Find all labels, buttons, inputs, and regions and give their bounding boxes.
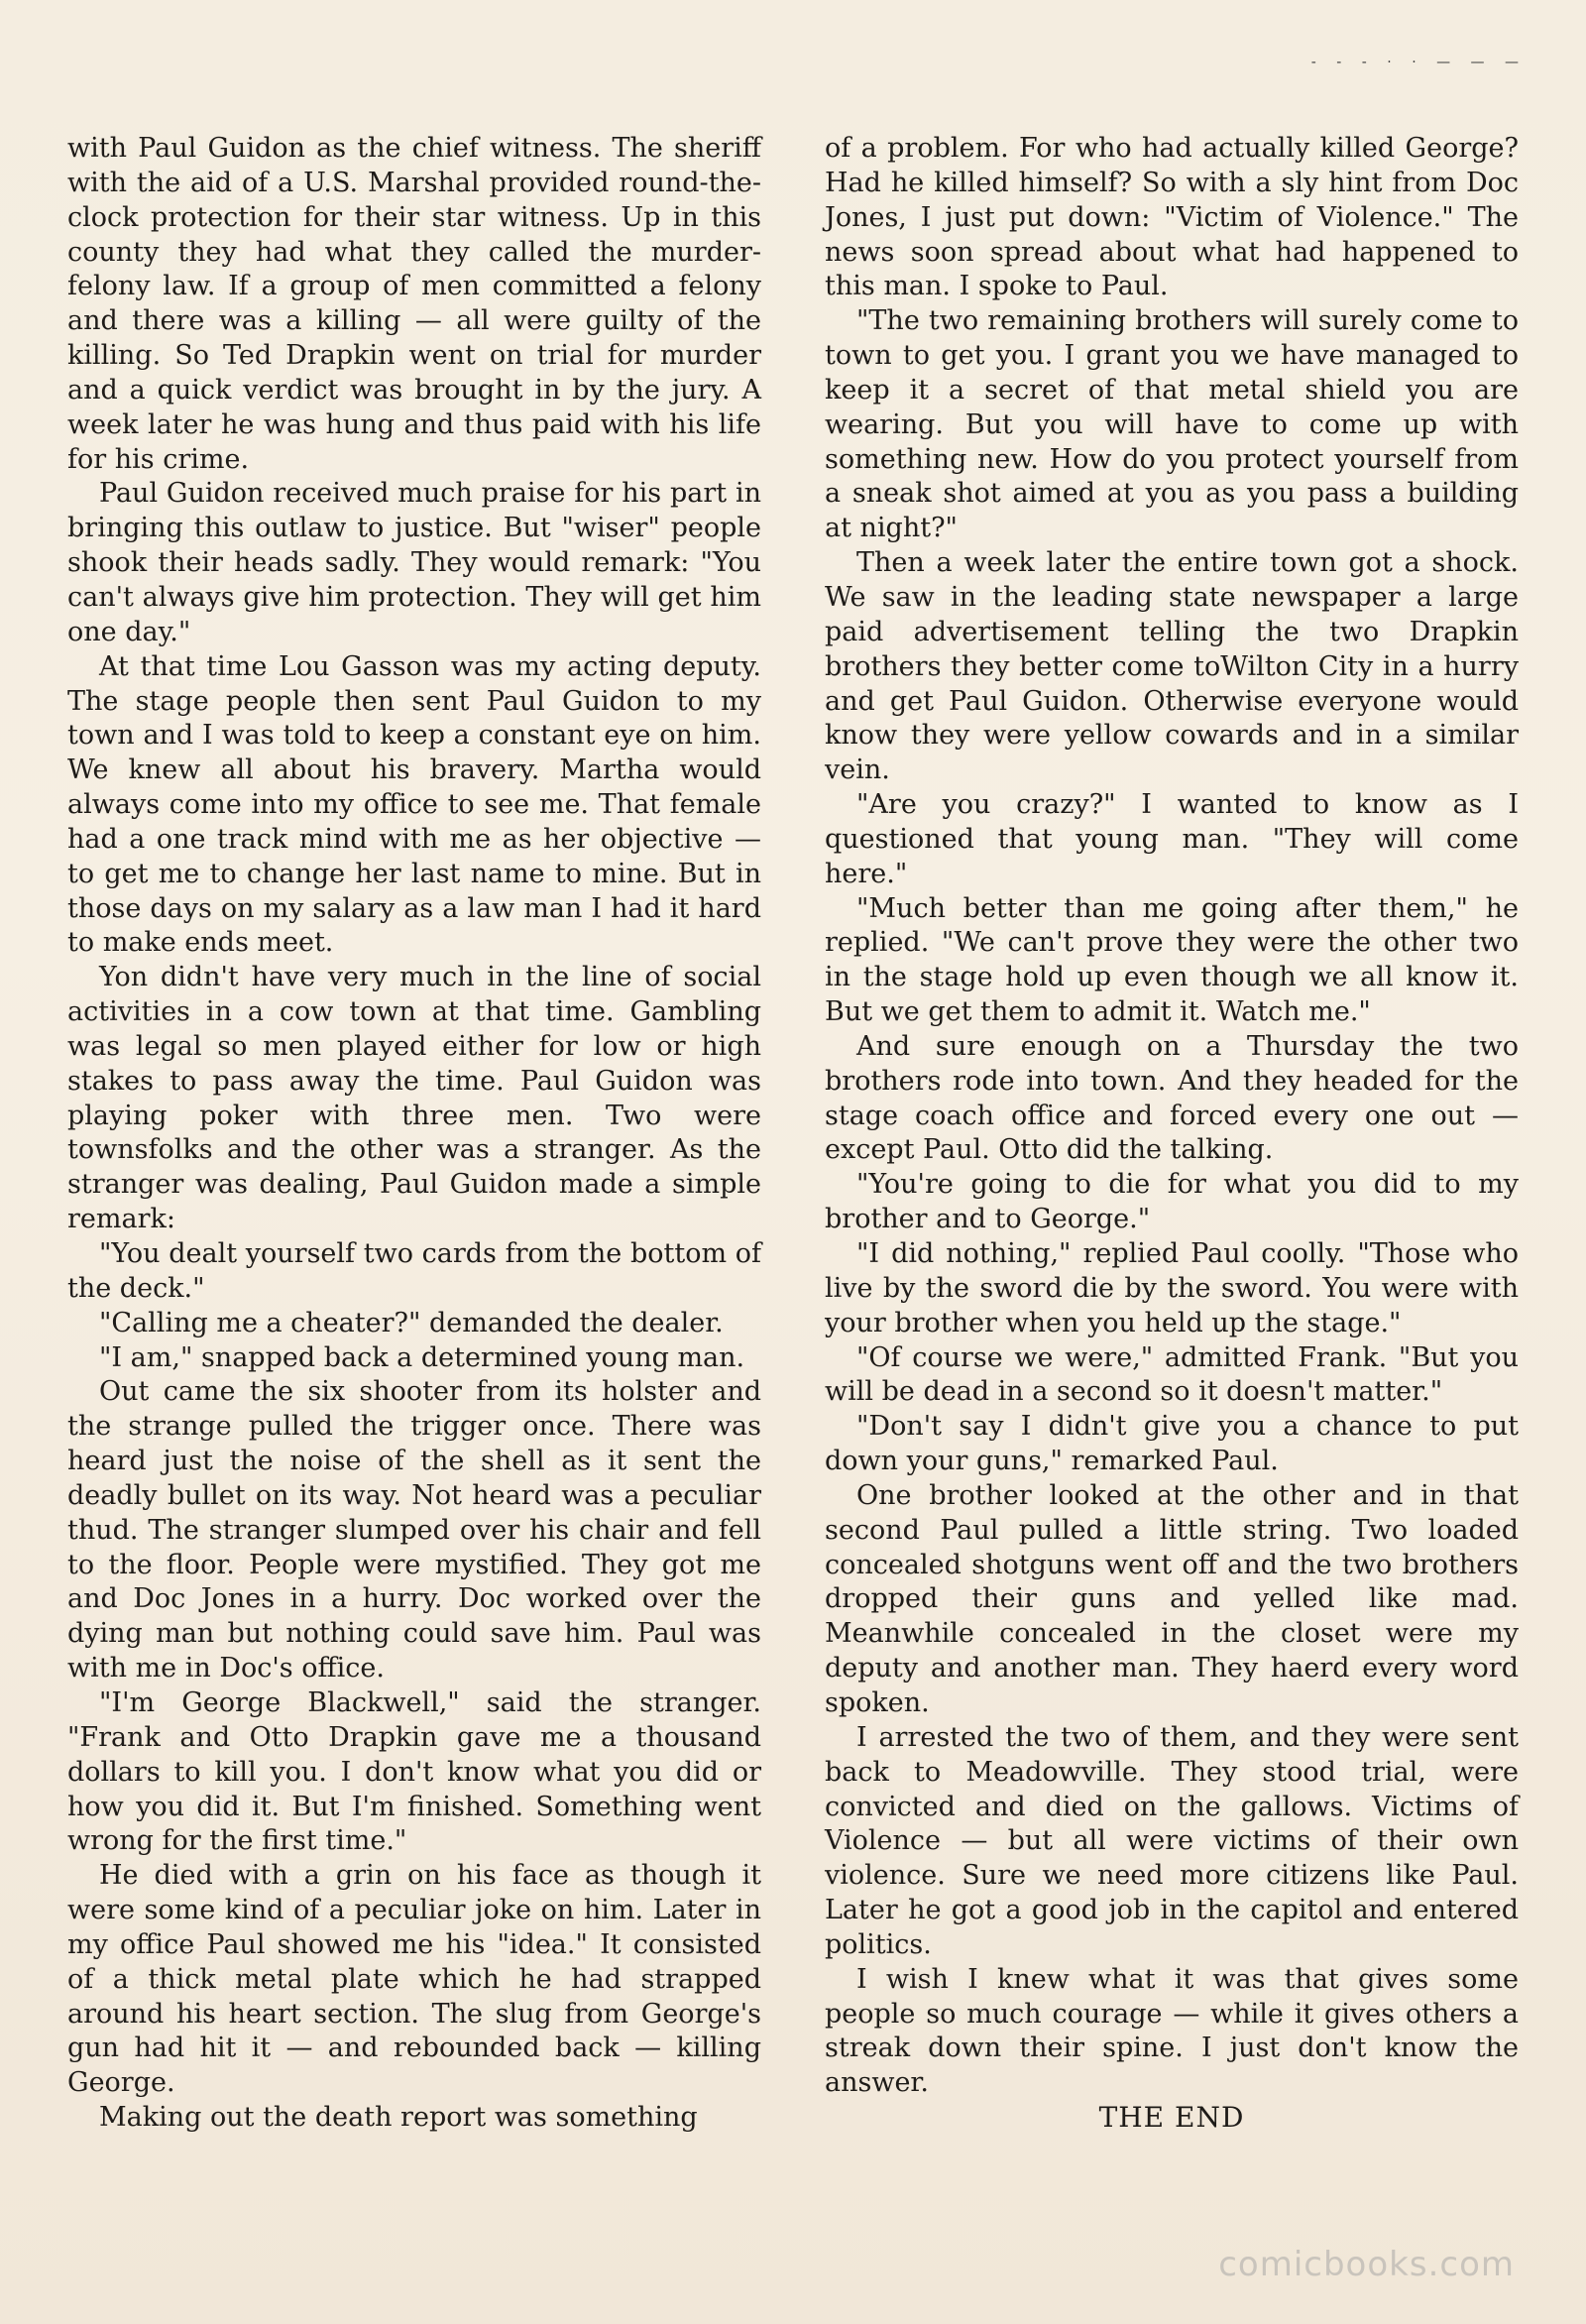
paragraph: "You're going to die for what you did to my brother and to George." (825, 1169, 1519, 1235)
paragraph: "You dealt yourself two cards from the bottom of the deck." (67, 1238, 761, 1304)
the-end-label: THE END (1098, 2101, 1245, 2135)
site-watermark: comicbooks.com (1218, 2245, 1515, 2284)
paragraph: "Calling me a cheater?" demanded the dealer. (99, 1307, 724, 1338)
paragraph: Making out the death report was something (99, 2102, 698, 2134)
paragraph: He died with a grin on his face as though it were some kind of a peculiar joke on him. Later in my office Paul showed me his "idea." It consisted of a thick metal plate which he had strapped around his heart section. The slug from George's gun had hit it — and rebounded back — killing George. (67, 1860, 761, 2099)
paragraph: Out came the six shooter from its holster and the strange pulled the trigger once. There was heard just the noise of the shell as it sent the deadly bullet on its way. Not heard was a peculiar thud. The stranger slumped over his chair and fell to the floor. People were mystified. They got me and Doc Jones in a hurry. Doc worked over the dying man but nothing could save him. Paul was with me in Doc's office. (67, 1376, 761, 1685)
paragraph: "I did nothing," replied Paul coolly. "Those who live by the sword die by the sword. You were with your brother when you held up the stage." (825, 1238, 1519, 1338)
paragraph: One brother looked at the other and in that second Paul pulled a little string. Two loaded concealed shotguns went off and the two brothers dropped their guns and yelled like mad. Meanwhile concealed in the closet were my deputy and another man. They haerd every word spoken. (825, 1479, 1519, 1718)
paragraph: Paul Guidon received much praise for his part in bringing this outlaw to justice. But "wiser" people shook their heads sadly. They would remark: "You can't always give him protection. They will get him one day." (67, 478, 761, 647)
paragraph: Yon didn't have very much in the line of social activities in a cow town at that time. Gambling was legal so men played either for low or high stakes to pass away the time. Paul Guidon was playing poker with three men. Two were townsfolks and the other was a stranger. As the stranger was dealing, Paul Guidon made a simple remark: (67, 962, 761, 1235)
paragraph: of a problem. For who had actually killed George? Had he killed himself? So with a sly hint from Doc Jones, I just put down: "Victim of Violence." The news soon spread about what had happened to this man. I spoke to Paul. (825, 133, 1519, 302)
paragraph: I wish I knew what it was that gives some people so much courage — while it gives others a streak down their spine. I just don't know the answer. (825, 1963, 1519, 2099)
paragraph: Then a week later the entire town got a shock. We saw in the leading state newspaper a large paid advertisement telling the two Drapkin brothers they better come toWilton City in a hurry and get Paul Guidon. Otherwise everyone would know they were yellow cowards and in a similar vein. (825, 547, 1519, 786)
paragraph: "Of course we were," admitted Frank. "But you will be dead in a second so it doesn't matter." (825, 1341, 1519, 1408)
paragraph: I arrested the two of them, and they were sent back to Meadowville. They stood trial, were convicted and died on the gallows. Victims of Violence — but all were victims of their own violence. Sure we need more citizens like Paul. Later he got a good job in the capitol and entered politics. (825, 1721, 1519, 1960)
paragraph: "Don't say I didn't give you a chance to put down your guns," remarked Paul. (825, 1411, 1519, 1477)
paragraph: "Are you crazy?" I wanted to know as I questioned that young man. "They will come here." (825, 789, 1519, 889)
paragraph: "I'm George Blackwell," said the stranger. "Frank and Otto Drapkin gave me a thousand dollars to kill you. I don't know what you did or how you did it. But I'm finished. Something went wrong for the first time." (67, 1686, 761, 1857)
paragraph: At that time Lou Gasson was my acting deputy. The stage people then sent Paul Guidon to my town and I was told to keep a constant eye on him. We knew all about his bravery. Martha would always come into my office to see me. That female had a one track mind with me as her objective — to get me to change her last name to mine. But in those days on my salary as a law man I had it hard to make ends meet. (67, 650, 761, 959)
right-text-column (825, 132, 1519, 2136)
paragraph: "The two remaining brothers will surely come to town to get you. I grant you we have managed to keep it a secret of that metal shield you are wearing. But you will have to come up with something new. How do you protect yourself from a sneak shot aimed at you as you pass a building at night?" (825, 305, 1519, 544)
paragraph: And sure enough on a Thursday the two brothers rode into town. And they headed for the stage coach office and forced every one out — except Paul. Otto did the talking. (825, 1030, 1519, 1166)
page-edge-marks: - - - · · — — — (1310, 55, 1527, 70)
paragraph: "Much better than me going after them," he replied. "We can't prove they were the other two in the stage hold up even though we all know it. But we get them to admit it. Watch me." (825, 892, 1519, 1028)
paragraph: "I am," snapped back a determined young man. (99, 1341, 745, 1373)
left-text-column (67, 132, 761, 2136)
paragraph: with Paul Guidon as the chief witness. The sheriff with the aid of a U.S. Marshal provided round-the-clock protection for their star witness. Up in this county they had what they called the murder-felony law. If a group of men committed a felony and there was a killing — all were guilty of the killing. So Ted Drapkin went on trial for murder and a quick verdict was brought in by the jury. A week later he was hung and thus paid with his life for his crime. (67, 133, 761, 475)
